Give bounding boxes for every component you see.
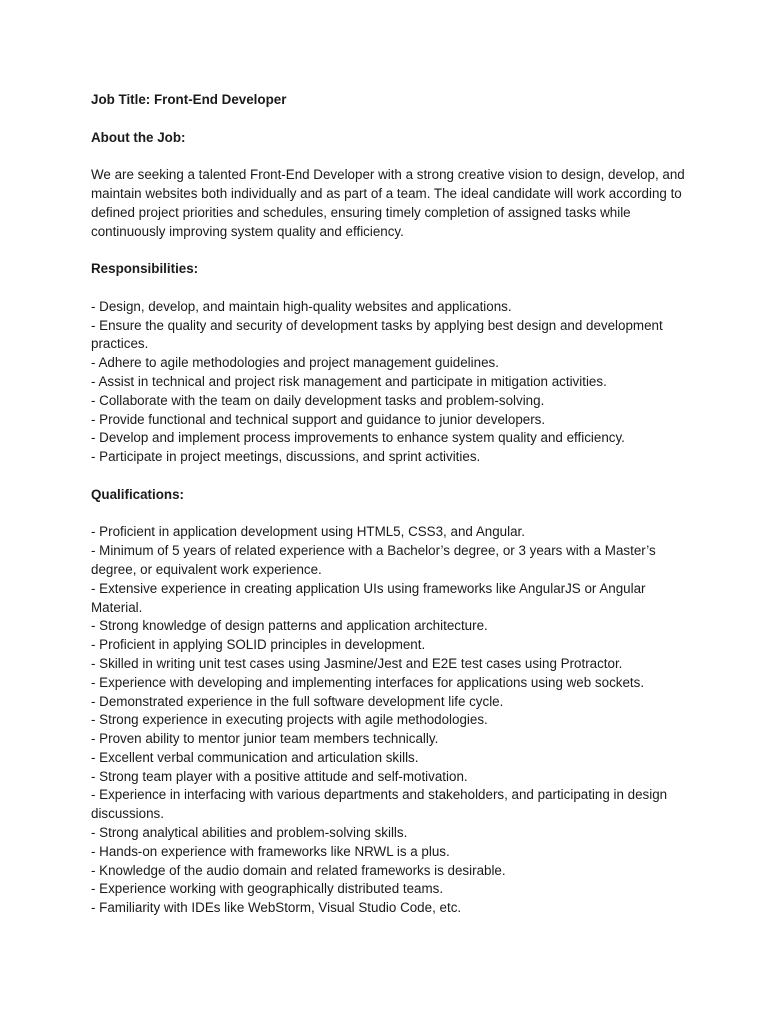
list-item: - Experience with developing and implementing interfaces for applications using web sockets. (91, 674, 645, 690)
list-item: - Extensive experience in creating application UIs using frameworks like AngularJS or Angular Material. (91, 580, 646, 615)
list-item: - Hands-on experience with frameworks like NRWL is a plus. (91, 843, 450, 859)
list-item: - Proficient in application development using HTML5, CSS3, and Angular. (91, 524, 525, 540)
responsibilities-heading: Responsibilities: (91, 261, 199, 277)
list-item: - Provide functional and technical support and guidance to junior developers. (91, 411, 546, 427)
list-item: - Demonstrated experience in the full software development life cycle. (91, 693, 504, 709)
list-item: - Participate in project meetings, discussions, and sprint activities. (91, 449, 481, 465)
responsibilities-list (91, 298, 691, 467)
spacer (91, 147, 691, 166)
list-item: - Collaborate with the team on daily development tasks and problem-solving. (91, 392, 545, 408)
list-item: - Experience working with geographically distributed teams. (91, 881, 444, 897)
list-item: - Proficient in applying SOLID principles in development. (91, 637, 426, 653)
list-item: - Excellent verbal communication and articulation skills. (91, 749, 419, 765)
list-item: - Develop and implement process improvements to enhance system quality and efficiency. (91, 430, 625, 446)
job-title: Job Title: Front-End Developer (91, 92, 287, 107)
list-item: - Ensure the quality and security of development tasks by applying best design and development practices. (91, 317, 663, 352)
list-item: - Strong knowledge of design patterns and application architecture. (91, 618, 488, 634)
list-item: - Minimum of 5 years of related experience with a Bachelor’s degree, or 3 years with a Master’s degree, or equivalent work experience. (91, 543, 656, 577)
list-item: - Strong team player with a positive attitude and self-motivation. (91, 768, 468, 784)
qualifications-list (91, 523, 691, 918)
list-item: - Assist in technical and project risk management and participate in mitigation activities. (91, 373, 607, 389)
list-item: - Skilled in writing unit test cases using Jasmine/Jest and E2E test cases using Protractor. (91, 655, 623, 671)
list-item: - Familiarity with IDEs like WebStorm, Visual Studio Code, etc. (91, 900, 462, 916)
list-item: - Experience in interfacing with various departments and stakeholders, and participating in design discussions. (91, 787, 668, 822)
about-heading: About the Job: (91, 129, 186, 145)
about-paragraph: We are seeking a talented Front-End Developer with a strong creative vision to design, develop, and maintain websites both individually and as part of a team. The ideal candidate will work according to defined project priorities and schedules, ensuring timely completion of assigned tasks while continuously improving system quality and efficiency. (91, 167, 685, 239)
list-item: - Design, develop, and maintain high-quality websites and applications. (91, 298, 512, 314)
list-item: - Knowledge of the audio domain and related frameworks is desirable. (91, 862, 506, 878)
list-item: - Strong experience in executing projects with agile methodologies. (91, 712, 488, 728)
spacer (91, 467, 691, 486)
document-body (91, 91, 691, 918)
spacer (91, 241, 691, 260)
spacer (91, 279, 691, 298)
list-item: - Strong analytical abilities and problem-solving skills. (91, 825, 408, 841)
list-item: - Proven ability to mentor junior team members technically. (91, 731, 439, 747)
list-item: - Adhere to agile methodologies and project management guidelines. (91, 355, 499, 371)
spacer (91, 505, 691, 524)
qualifications-heading: Qualifications: (91, 486, 185, 502)
spacer (91, 110, 691, 129)
